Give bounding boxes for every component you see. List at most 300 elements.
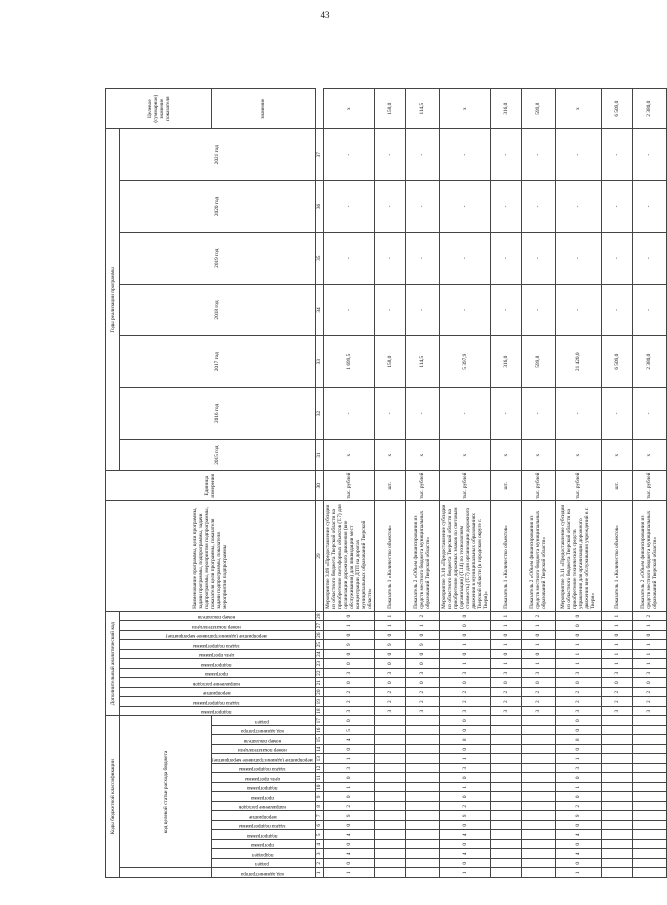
add-code-digit: 0 — [601, 678, 632, 688]
kbk-digit — [405, 792, 439, 802]
kbk-digit — [405, 849, 439, 859]
kbk-digit — [374, 859, 405, 869]
kbk-digit — [374, 716, 405, 726]
kbk-digit — [490, 830, 521, 840]
kbk-digit — [490, 726, 521, 736]
kbk-digit — [601, 849, 632, 859]
kbk-digit — [405, 773, 439, 783]
kbk-digit: 3 — [439, 764, 490, 774]
add-code-digit: 1 — [632, 649, 666, 659]
header-add-label: подпрограмма — [201, 709, 232, 715]
kbk-digit — [601, 859, 632, 869]
header-add-col — [120, 611, 316, 621]
column-number: 20 — [315, 687, 323, 697]
row-final-value: х — [439, 89, 490, 129]
add-code-digit: 2 — [374, 697, 405, 707]
add-code-digit: 0 — [555, 630, 601, 640]
header-add-col — [120, 640, 316, 650]
column-number: 27 — [315, 621, 323, 631]
row-value-2015: х — [555, 439, 601, 471]
add-code-digit: 1 — [439, 640, 490, 650]
kbk-digit: 0 — [323, 773, 374, 783]
header-kbk-label: раздел — [255, 861, 270, 867]
row-name: Мероприятие 3.09 «Предоставление субсидии из областного бюджета Тверской области на приобретение светофорных объектов (Т.7) для организации дорожного движения (вне обслуживания) для ликвидации мест концентрации ДТП на дорогах муниципальных образований Тверской области» — [323, 501, 374, 612]
row-year-value: 114,5 — [405, 336, 439, 388]
row-year-value: - — [601, 181, 632, 233]
row-unit: шт. — [374, 471, 405, 501]
header-kbk-label: мероприятие — [248, 813, 277, 819]
row-year-value: - — [601, 284, 632, 336]
row-year-value: - — [632, 284, 666, 336]
header-kbk-label: программа — [250, 842, 274, 848]
kbk-digit — [374, 764, 405, 774]
kbk-digit — [632, 792, 666, 802]
kbk-digit — [405, 716, 439, 726]
add-code-digit: 1 — [439, 659, 490, 669]
kbk-digit — [601, 773, 632, 783]
add-code-digit: 3 — [490, 668, 521, 678]
add-code-digit: 1 — [555, 659, 601, 669]
add-code-digit: 0 — [521, 678, 555, 688]
column-number: 35 — [315, 232, 323, 284]
kbk-digit — [521, 830, 555, 840]
add-code-digit: 3 — [323, 706, 374, 716]
table-body — [323, 89, 666, 878]
kbk-digit — [632, 754, 666, 764]
add-code-digit: 3 — [439, 706, 490, 716]
header-kbk-col — [212, 802, 316, 812]
kbk-digit — [601, 821, 632, 831]
kbk-digit: 1 — [323, 868, 374, 878]
column-number: 23 — [315, 659, 323, 669]
add-code-digit: 1 — [405, 621, 439, 631]
table-row — [405, 89, 439, 878]
row-year-value: - — [323, 129, 374, 181]
add-code-digit: 0 — [555, 611, 601, 621]
program-table — [105, 88, 667, 878]
kbk-digit — [601, 783, 632, 793]
kbk-digit — [632, 764, 666, 774]
header-add-col — [120, 630, 316, 640]
kbk-digit: 0 — [439, 821, 490, 831]
kbk-digit — [632, 840, 666, 850]
column-number: 17 — [315, 716, 323, 726]
header-year-2015: 2015 год — [120, 439, 316, 471]
add-code-digit: 1 — [490, 659, 521, 669]
header-name: Наименование программы, цели программы, задачи программы, подпрограммы, задачи подпрограммы, мероприятия подпрограммы, показателя цели программы, показателя задачи подпрограммы, показателя мероприятия подпрограммы — [106, 501, 316, 612]
row-year-value: - — [374, 129, 405, 181]
row-final-value: 2 380,0 — [632, 89, 666, 129]
row-name: Показатель 1 «Количество объектов» — [374, 501, 405, 612]
add-code-digit: 0 — [601, 630, 632, 640]
row-year-value: - — [374, 232, 405, 284]
header-year: 2018 год — [120, 284, 316, 336]
table-row — [439, 89, 490, 878]
add-code-digit: 0 — [405, 659, 439, 669]
header-kbk-col — [212, 754, 316, 764]
kbk-digit — [374, 726, 405, 736]
row-year-value: - — [323, 388, 374, 440]
column-number: 8 — [315, 802, 323, 812]
kbk-digit: 0 — [439, 792, 490, 802]
kbk-digit — [632, 811, 666, 821]
header-year: 2019 год — [120, 232, 316, 284]
row-year-value: - — [555, 129, 601, 181]
row-year-value: - — [490, 181, 521, 233]
add-code-digit: 0 — [374, 649, 405, 659]
row-year-value: - — [405, 232, 439, 284]
header-year: 2016 год — [120, 388, 316, 440]
add-code-digit: 2 — [632, 697, 666, 707]
kbk-digit — [374, 792, 405, 802]
add-code-digit: 0 — [323, 630, 374, 640]
add-code-digit: 1 — [490, 640, 521, 650]
header-add-col — [120, 649, 316, 659]
row-year-value: - — [439, 129, 490, 181]
add-code-digit: 0 — [374, 678, 405, 688]
add-code-digit: 1 — [323, 621, 374, 631]
kbk-digit: 2 — [439, 802, 490, 812]
kbk-digit — [521, 764, 555, 774]
kbk-digit — [601, 802, 632, 812]
kbk-digit: 0 — [555, 792, 601, 802]
add-code-digit: 1 — [521, 621, 555, 631]
add-code-digit: 1 — [555, 640, 601, 650]
header-unit: Единица измерения — [106, 471, 316, 501]
header-kbk-col — [212, 773, 316, 783]
kbk-digit — [405, 735, 439, 745]
kbk-digit — [601, 764, 632, 774]
column-number: 3 — [315, 849, 323, 859]
row-value-2015: х — [323, 439, 374, 471]
kbk-digit — [601, 716, 632, 726]
kbk-digit — [490, 849, 521, 859]
add-code-digit: 1 — [632, 640, 666, 650]
add-code-digit: 0 — [374, 659, 405, 669]
row-name: Показатель 2 «Объем финансирования из средств местного бюджета муниципальных образований Тверской области» — [521, 501, 555, 612]
column-number: 5 — [315, 830, 323, 840]
row-unit: тыс. рублей — [555, 471, 601, 501]
kbk-digit — [374, 802, 405, 812]
table-header — [106, 89, 324, 878]
row-final-value: х — [555, 89, 601, 129]
header-add-label: мероприятие — [202, 690, 231, 696]
header-add-label: номер показателя — [197, 614, 235, 620]
kbk-digit — [521, 745, 555, 755]
kbk-digit — [405, 811, 439, 821]
table-row — [555, 89, 601, 878]
column-number: 22 — [315, 668, 323, 678]
add-code-digit: 2 — [439, 687, 490, 697]
add-code-digit: 1 — [632, 621, 666, 631]
row-unit: тыс. рублей — [521, 471, 555, 501]
header-final-value: значение — [212, 89, 316, 129]
add-code-digit: 0 — [405, 649, 439, 659]
kbk-digit — [521, 726, 555, 736]
column-number: 37 — [315, 129, 323, 181]
add-code-digit: 0 — [490, 630, 521, 640]
kbk-digit — [374, 868, 405, 878]
kbk-digit: 0 — [555, 840, 601, 850]
row-value-2015: х — [632, 439, 666, 471]
kbk-digit: 0 — [439, 745, 490, 755]
row-value-2015: х — [405, 439, 439, 471]
header-add-col — [120, 697, 316, 707]
add-code-digit: 1 — [374, 621, 405, 631]
header-kbk-col — [212, 745, 316, 755]
add-code-digit: 3 — [521, 706, 555, 716]
kbk-digit — [490, 745, 521, 755]
add-code-digit: 1 — [374, 611, 405, 621]
row-year-value: - — [323, 181, 374, 233]
row-year-value: - — [632, 388, 666, 440]
kbk-digit — [405, 726, 439, 736]
add-code-digit: 3 — [405, 706, 439, 716]
kbk-digit — [521, 849, 555, 859]
column-number: 29 — [315, 501, 323, 612]
add-code-digit: 0 — [374, 630, 405, 640]
add-code-digit: 0 — [555, 678, 601, 688]
header-additional-code: Дополнительный аналитический код — [106, 611, 120, 716]
kbk-digit: 0 — [323, 716, 374, 726]
kbk-digit — [405, 868, 439, 878]
add-code-digit: 2 — [323, 697, 374, 707]
row-year-value: - — [405, 129, 439, 181]
add-code-digit: 1 — [601, 640, 632, 650]
kbk-digit — [521, 735, 555, 745]
add-code-digit: 1 — [601, 659, 632, 669]
kbk-digit — [490, 792, 521, 802]
header-years-group: Годы реализации программы — [106, 129, 120, 471]
table-row — [323, 89, 374, 878]
kbk-digit: 1 — [323, 783, 374, 793]
column-number: 9 — [315, 792, 323, 802]
kbk-digit: 4 — [323, 830, 374, 840]
add-code-digit: 1 — [521, 659, 555, 669]
header-add-label: направление расходов — [192, 680, 240, 686]
row-year-value: - — [632, 181, 666, 233]
row-value-2015: х — [374, 439, 405, 471]
table-row — [601, 89, 632, 878]
row-unit: тыс. рублей — [405, 471, 439, 501]
header-kbk-label: номер показателя — [243, 737, 281, 743]
kbk-digit — [521, 802, 555, 812]
column-number: 24 — [315, 649, 323, 659]
kbk-digit — [490, 716, 521, 726]
row-final-value: х — [323, 89, 374, 129]
header-year: 2021 год — [120, 129, 316, 181]
row-year-value: 5 397,9 — [439, 336, 490, 388]
row-year-value: - — [521, 284, 555, 336]
table-row — [521, 89, 555, 878]
column-number: 28 — [315, 611, 323, 621]
row-unit: шт. — [601, 471, 632, 501]
header-add-label: мероприятие (административное мероприятие) — [166, 633, 267, 639]
row-year-value: 316,0 — [490, 336, 521, 388]
kbk-digit — [601, 726, 632, 736]
kbk-digit — [521, 773, 555, 783]
column-number: 10 — [315, 783, 323, 793]
kbk-digit — [521, 840, 555, 850]
column-number: 16 — [315, 726, 323, 736]
kbk-digit — [374, 773, 405, 783]
row-year-value: - — [521, 181, 555, 233]
kbk-digit — [632, 745, 666, 755]
kbk-digit: 0 — [439, 859, 490, 869]
header-add-label: цель программы — [198, 652, 234, 658]
row-final-value: 6 509,0 — [601, 89, 632, 129]
row-year-value: - — [323, 232, 374, 284]
table-row — [490, 89, 521, 878]
add-code-digit: 9 — [374, 640, 405, 650]
kbk-digit: 0 — [555, 716, 601, 726]
add-code-digit: 0 — [521, 649, 555, 659]
kbk-digit — [601, 830, 632, 840]
kbk-digit — [374, 783, 405, 793]
header-kbk-col — [212, 764, 316, 774]
row-year-value: - — [555, 388, 601, 440]
row-year-value: - — [405, 388, 439, 440]
kbk-digit — [601, 868, 632, 878]
add-code-digit: 0 — [323, 659, 374, 669]
add-code-digit: 1 — [601, 649, 632, 659]
header-kbk-label: мероприятие (административное мероприятие) — [212, 756, 313, 762]
kbk-digit — [405, 745, 439, 755]
kbk-digit — [632, 716, 666, 726]
row-year-value: - — [439, 284, 490, 336]
kbk-digit — [521, 821, 555, 831]
column-number: 21 — [315, 678, 323, 688]
add-code-digit: 0 — [405, 678, 439, 688]
add-code-digit: 0 — [439, 621, 490, 631]
column-number: 34 — [315, 284, 323, 336]
add-code-digit: 2 — [323, 687, 374, 697]
row-year-value: - — [490, 232, 521, 284]
kbk-digit: 9 — [555, 811, 601, 821]
column-number: 32 — [315, 388, 323, 440]
row-year-value: 1 699,5 — [323, 336, 374, 388]
kbk-digit — [405, 821, 439, 831]
kbk-digit: 0 — [439, 716, 490, 726]
header-kbk-label: подпрограмма — [247, 832, 278, 838]
kbk-digit — [601, 811, 632, 821]
column-number: 31 — [315, 439, 323, 471]
header-kbk-label: направление расходов — [238, 804, 286, 810]
kbk-digit: 0 — [555, 726, 601, 736]
header-kbk-col — [212, 735, 316, 745]
add-code-digit: 2 — [439, 697, 490, 707]
add-code-digit: 1 — [601, 621, 632, 631]
kbk-digit — [521, 754, 555, 764]
row-year-value: - — [555, 181, 601, 233]
header-kbk-col — [212, 716, 316, 726]
add-code-digit: 1 — [555, 649, 601, 659]
header-year: 2020 год — [120, 181, 316, 233]
row-year-value: - — [490, 284, 521, 336]
row-year-value: - — [490, 388, 521, 440]
header-kbk-label: код администратора — [241, 870, 284, 876]
kbk-digit — [521, 792, 555, 802]
kbk-digit — [521, 716, 555, 726]
row-year-value: - — [374, 284, 405, 336]
kbk-digit: 0 — [323, 745, 374, 755]
header-kbk-col — [212, 849, 316, 859]
row-year-value: - — [521, 388, 555, 440]
column-numbers-row — [315, 89, 323, 878]
kbk-digit — [374, 745, 405, 755]
add-code-digit: 2 — [555, 697, 601, 707]
kbk-digit — [632, 830, 666, 840]
row-name: Показатель 1 «Количество объектов» — [601, 501, 632, 612]
kbk-digit — [405, 754, 439, 764]
kbk-digit: 9 — [323, 811, 374, 821]
add-code-digit: 2 — [601, 687, 632, 697]
header-kbk-label: задача подпрограммы — [239, 766, 286, 772]
program-table-sheet — [105, 88, 659, 878]
header-kbk-col — [212, 859, 316, 869]
kbk-digit — [374, 754, 405, 764]
kbk-digit: 4 — [555, 849, 601, 859]
header-add-label: подпрограмма — [201, 661, 232, 667]
add-code-digit: 3 — [632, 668, 666, 678]
add-code-digit: 3 — [555, 668, 601, 678]
add-code-digit: 0 — [323, 611, 374, 621]
kbk-digit: 3 — [555, 764, 601, 774]
kbk-digit — [490, 754, 521, 764]
add-code-digit: 3 — [323, 668, 374, 678]
kbk-digit — [374, 830, 405, 840]
row-unit: тыс. рублей — [439, 471, 490, 501]
kbk-digit — [374, 840, 405, 850]
kbk-digit: 1 — [439, 754, 490, 764]
row-unit: шт. — [490, 471, 521, 501]
add-code-digit: 0 — [490, 649, 521, 659]
kbk-digit: 1 — [439, 868, 490, 878]
kbk-digit: 9 — [439, 811, 490, 821]
row-value-2015: х — [490, 439, 521, 471]
add-code-digit: 1 — [490, 611, 521, 621]
row-year-value: 158,0 — [374, 336, 405, 388]
kbk-digit: 0 — [323, 792, 374, 802]
kbk-digit — [632, 783, 666, 793]
kbk-digit — [632, 821, 666, 831]
header-kbk: Коды бюджетной классификации — [106, 716, 120, 878]
kbk-digit — [521, 783, 555, 793]
column-number: 13 — [315, 754, 323, 764]
header-kbk-col — [212, 830, 316, 840]
header-kbk-spacer — [120, 868, 212, 878]
row-year-value: - — [632, 232, 666, 284]
row-year-value: - — [601, 129, 632, 181]
header-add-col — [120, 678, 316, 688]
row-year-value: - — [490, 129, 521, 181]
kbk-digit — [490, 783, 521, 793]
kbk-digit — [632, 868, 666, 878]
row-year-value: - — [555, 284, 601, 336]
column-number: 19 — [315, 697, 323, 707]
add-code-digit: 0 — [323, 649, 374, 659]
kbk-digit — [405, 859, 439, 869]
row-year-value: - — [323, 284, 374, 336]
row-year-value: - — [374, 388, 405, 440]
header-kbk-col — [212, 840, 316, 850]
column-number: 25 — [315, 640, 323, 650]
kbk-digit — [601, 754, 632, 764]
kbk-digit: 0 — [323, 859, 374, 869]
row-year-value: - — [405, 181, 439, 233]
add-code-digit: 3 — [555, 706, 601, 716]
row-year-value: - — [439, 232, 490, 284]
